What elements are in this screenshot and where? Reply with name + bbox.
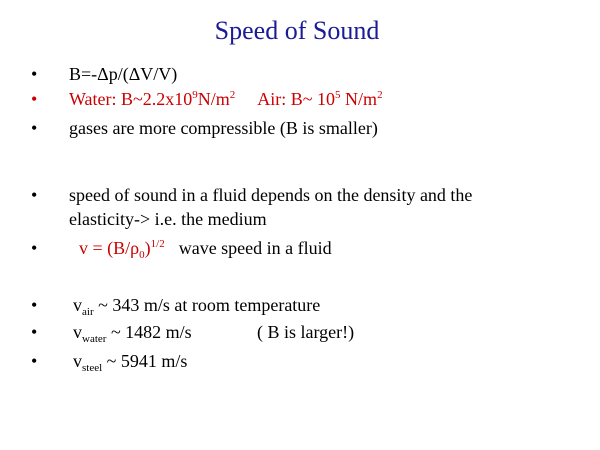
gases-text: gases are more compressible (B is smaller) [69, 118, 378, 138]
speed-depends-line2: elasticity-> i.e. the medium [69, 209, 267, 229]
bulk-modulus-formula: B=-Δp/(ΔV/V) [69, 64, 178, 84]
bullet-marker: • [31, 185, 38, 205]
bullet-marker: • [31, 238, 38, 258]
speed-depends-line1: speed of sound in a fluid depends on the density and the [69, 185, 473, 205]
water-value: $B\sim 2.2x10^9N/m^2$ [121, 89, 236, 109]
v-steel-text: $v_{steel}$ ~ 5941 m/s [73, 351, 188, 374]
bullet-marker: • [31, 351, 38, 371]
bullet-marker: • [31, 322, 38, 342]
water-label: Water: [69, 89, 117, 109]
v-water-text: $v_{water}$ ~ 1482 m/s [73, 322, 192, 345]
water-air-values [69, 88, 383, 110]
bullet-marker: • [31, 295, 38, 315]
wave-speed-formula: $v = (B/\rho_0)^{1/2}$ wave speed in a fluid [79, 238, 332, 261]
air-value: B~ $10^5$ $N/m^2$ [290, 89, 383, 109]
wave-speed-label: wave speed in a fluid [178, 238, 332, 258]
slide-title: Speed of Sound [214, 16, 380, 45]
v-water-note: ( B is larger!) [257, 322, 355, 342]
bullet-marker: • [31, 118, 38, 138]
v-air-text: $v_{air}$ ~ 343 m/s at room temperature [73, 295, 321, 318]
bullet-marker: • [31, 89, 38, 109]
air-label: Air: [257, 89, 287, 109]
bullet-marker: • [31, 64, 38, 84]
